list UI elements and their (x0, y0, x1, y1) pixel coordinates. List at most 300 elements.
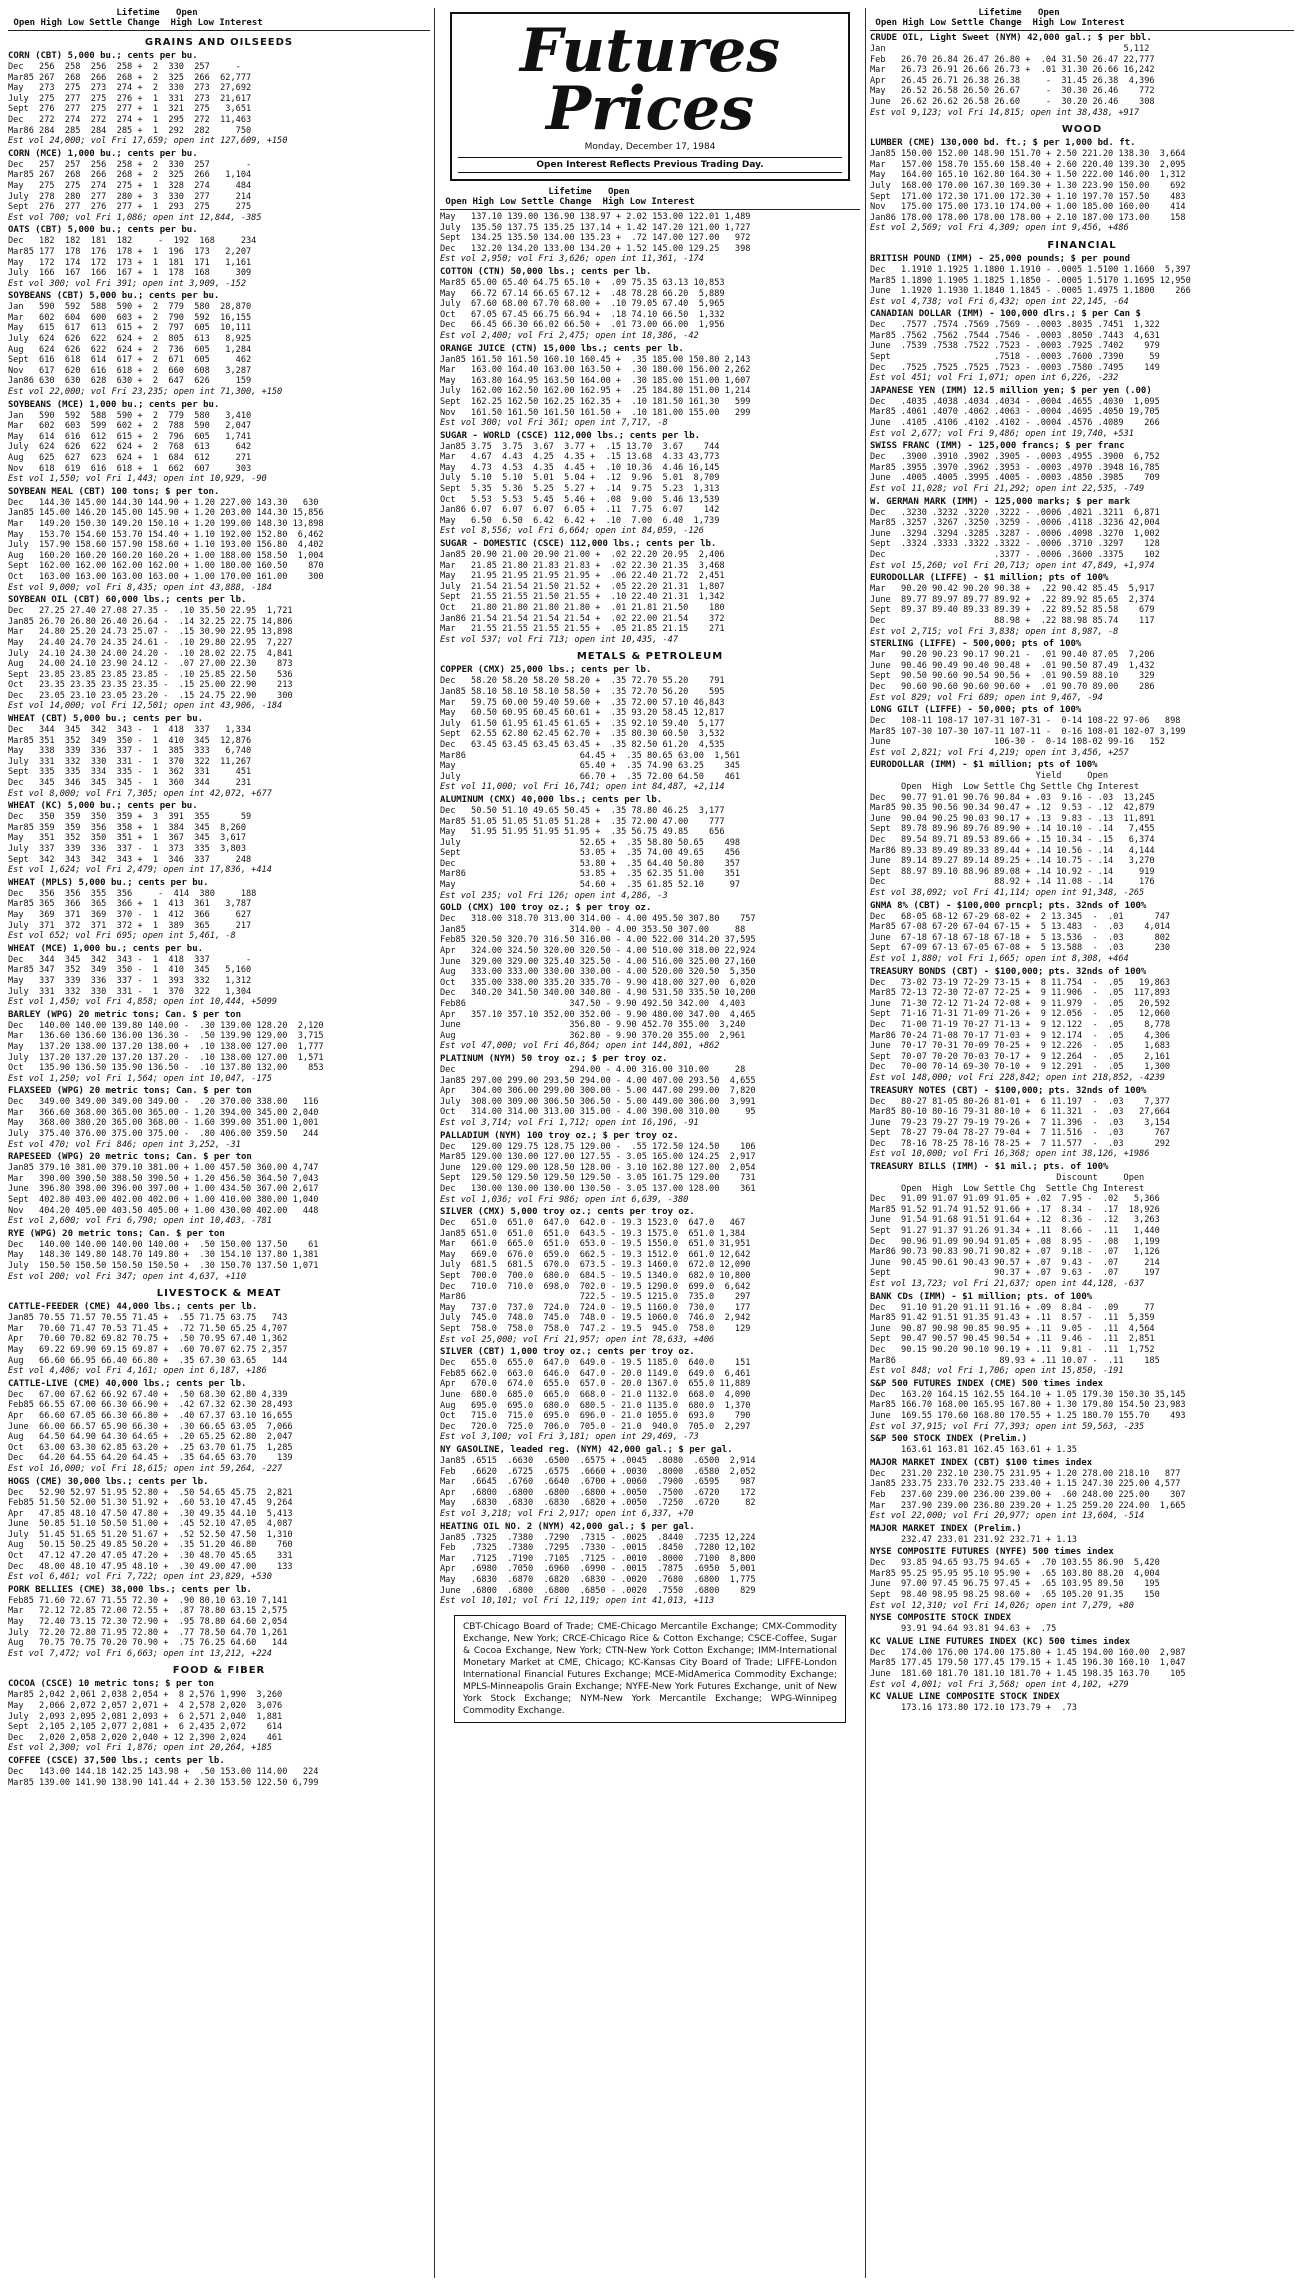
price-row: Mar 237.90 239.00 236.80 239.20 + 1.25 259.20 224.00 1,665 (870, 1500, 1186, 1511)
volume-summary: Est vol 9,000; vol Fri 8,435; open int 43,888, -184 (8, 582, 272, 593)
contract-block (440, 1522, 860, 1607)
price-row: Feb85 71.60 72.67 71.55 72.30 + .90 80.10 63.10 7,141 (8, 1595, 288, 1606)
price-row: July 275 277 275 276 + 1 331 273 21,617 (8, 93, 252, 104)
price-row: Nov 404.20 405.00 403.50 405.00 + 1.00 430.00 402.00 448 (8, 1205, 319, 1216)
volume-summary: Est vol 2,821; vol Fri 4,219; open int 3,456, +257 (870, 747, 1129, 758)
price-row: Dec 140.00 140.00 139.80 140.00 - .30 139.00 128.20 2,120 (8, 1020, 324, 1031)
contract-block (440, 267, 860, 342)
price-row: Feb85 320.50 320.70 316.50 316.00 - 4.00 522.00 314.20 37,595 (440, 935, 756, 946)
price-row: July 624 626 622 624 + 2 768 613 642 (8, 442, 252, 453)
price-row: May 273 275 273 274 + 2 330 273 27,692 (8, 83, 252, 94)
price-row: Mar85 91.42 91.51 91.35 91.43 + .11 8.57 - .11 5,359 (870, 1313, 1155, 1324)
price-row: Aug 625 627 623 624 + 1 684 612 271 (8, 453, 252, 463)
volume-summary: Est vol 14,000; vol Fri 12,501; open int 43,906, -184 (8, 701, 283, 712)
contract-title: BANK CDs (IMM) - $1 million; pts. of 100% (870, 1291, 1093, 1302)
price-row: Mar86 89.93 + .11 10.07 - .11 185 (870, 1355, 1160, 1366)
price-row: Mar 366.60 368.00 365.00 365.00 - 1.20 394.00 345.00 2,040 (8, 1107, 319, 1118)
column-rule (865, 8, 866, 2278)
contract-title: BARLEY (WPG) 20 metric tons; Can. $ per ton (8, 1009, 241, 1020)
price-row: May 65.40 + .35 74.90 63.25 345 (440, 761, 741, 772)
column-3-content (870, 33, 1294, 1714)
price-row: Sept 98.40 98.95 98.25 98.60 + .65 105.20 91.35 150 (870, 1590, 1160, 1601)
price-row: Open High Low Settle Chg Settle Chg Interest (870, 782, 1140, 793)
price-row: Dec 2,020 2,058 2,020 2,040 + 12 2,390 2,024 461 (8, 1732, 283, 1743)
volume-summary: Est vol 1,250; vol Fri 1,564; open int 10,047, -175 (8, 1073, 272, 1084)
price-row: Mar85 .7562 .7562 .7544 .7546 - .0003 .8050 .7443 4,631 (870, 330, 1160, 341)
price-row: Dec 73-02 73-19 72-29 73-15 + 8 11.754 - .05 19,863 (870, 977, 1171, 988)
price-row: Mar85 267 268 266 268 + 2 325 266 1,104 (8, 170, 252, 181)
price-row: Sept 23.85 23.85 23.85 23.85 - .10 25.85 22.50 536 (8, 669, 293, 680)
price-row: Yield Open (870, 771, 1108, 782)
volume-summary: Est vol 11,000; vol Fri 16,741; open int 84,487, +2,114 (440, 782, 725, 793)
price-row: Jan86 178.00 178.00 178.00 178.00 + 2.10 187.00 173.00 158 (870, 212, 1186, 223)
section-heading: LIVESTOCK & MEAT (156, 1288, 282, 1300)
price-row: Mar 4.67 4.43 4.25 4.35 + .15 13.68 4.33 43,773 (440, 452, 720, 463)
price-row: Feb85 662.0 663.0 646.0 647.0 - 20.0 1149.0 649.0 6,461 (440, 1368, 751, 1379)
price-row: July 5.10 5.10 5.01 5.04 + .12 9.96 5.01 8,709 (440, 473, 720, 484)
contract-title: FLAXSEED (WPG) 20 metric tons; Can. $ per ton (8, 1086, 252, 1097)
price-row: Dec 129.00 129.75 128.75 129.00 - .55 172.50 124.50 106 (440, 1141, 756, 1152)
price-row: July 681.5 681.5 670.0 673.5 - 19.3 1460.0 672.0 12,090 (440, 1260, 751, 1271)
price-row: Sept 616 618 614 617 + 2 671 605 462 (8, 355, 252, 366)
price-row: Jan85 70.55 71.57 70.55 71.45 + .55 71.75 63.75 743 (8, 1313, 288, 1324)
section-heading: GRAINS AND OILSEEDS (144, 37, 294, 48)
column-1-header: Lifetime Open Open High Low Settle Change High Low Interest (8, 8, 430, 31)
price-row: Jan 590 592 588 590 + 2 779 580 3,410 (8, 410, 252, 421)
volume-summary: Est vol 148,000; vol Fri 228,842; open int 218,852, -4239 (870, 1072, 1165, 1083)
price-row: July 51.45 51.65 51.20 51.67 + .52 52.50 47.50 1,310 (8, 1529, 293, 1540)
price-row: Dec 78-16 78-25 78-16 78-25 + 7 11.577 - .03 292 (870, 1138, 1171, 1149)
contract-block (870, 1547, 1294, 1611)
price-row: Mar85 166.70 168.00 165.95 167.80 + 1.30 179.80 154.50 23,983 (870, 1400, 1186, 1411)
price-row: Feb85 51.50 52.00 51.30 51.92 + .60 53.10 47.45 9,264 (8, 1498, 293, 1509)
price-row: Discount Open (870, 1173, 1145, 1184)
contract-title: KC VALUE LINE COMPOSITE STOCK INDEX (870, 1692, 1060, 1703)
price-row: Mar86 89.33 89.49 89.33 89.44 + .14 10.56 - .14 4,144 (870, 845, 1155, 856)
volume-summary: Est vol 1,450; vol Fri 4,858; open int 10,444, +5099 (8, 997, 278, 1008)
price-row: Dec .3377 - .0006 .3600 .3375 102 (870, 549, 1160, 560)
price-row: Mar85 267 268 266 268 + 2 325 266 62,777 (8, 72, 252, 83)
contract-title: TREASURY NOTES (CBT) - $100,000; pts. 32nds of 100% (870, 1085, 1147, 1096)
volume-summary: Est vol 2,400; vol Fri 2,475; open int 18,386, -42 (440, 330, 699, 341)
price-row: Jan85 145.00 146.20 145.00 145.90 + 1.20 203.00 144.30 15,856 (8, 508, 324, 519)
contract-title: SWISS FRANC (IMM) - 125,000 francs; $ per franc (870, 441, 1125, 452)
volume-summary: Est vol 537; vol Fri 713; open int 10,435, -47 (440, 634, 678, 645)
price-row: Dec 52.90 52.97 51.95 52.80 + .50 54.65 45.75 2,821 (8, 1487, 293, 1498)
contract-block (440, 431, 860, 537)
price-row: Mar85 80-10 80-16 79-31 80-10 + 6 11.321 - .03 27,664 (870, 1107, 1171, 1118)
price-row: Oct 63.00 63.30 62.85 63.20 + .25 63.70 61.75 1,285 (8, 1442, 293, 1453)
price-row: Mar85 65.00 65.40 64.75 65.10 + .09 75.35 63.13 10,853 (440, 277, 725, 288)
contract-block (440, 665, 860, 793)
price-row: Oct 47.12 47.20 47.05 47.20 + .30 48.70 45.65 331 (8, 1551, 293, 1562)
price-row: Jan85 150.00 152.00 148.90 151.70 + 2.50 221.20 138.30 3,664 (870, 149, 1186, 160)
section-heading: FINANCIAL (1047, 239, 1117, 251)
contract-title: CRUDE OIL, Light Sweet (NYM) 42,000 gal.; $ per bbl. (870, 33, 1152, 43)
price-row: Nov 175.00 175.00 173.10 174.00 + 1.00 185.00 160.00 414 (870, 202, 1186, 213)
price-row: June 181.60 181.70 181.10 181.70 + 1.45 198.35 163.70 105 (870, 1669, 1186, 1680)
contract-title: LUMBER (CME) 130,000 bd. ft.; $ per 1,000 bd. ft. (870, 138, 1136, 149)
price-row: May 337 339 336 337 - 1 393 332 1,312 (8, 975, 252, 986)
price-row: Dec 345 346 345 345 - 1 360 344 231 (8, 778, 252, 789)
volume-summary: Est vol 25,000; vol Fri 21,957; open int 78,633, +406 (440, 1334, 715, 1345)
price-row: May 369 371 369 370 - 1 412 366 627 (8, 909, 252, 920)
price-row: July 135.50 137.75 135.25 137.14 + 1.42 147.20 121.00 1,727 (440, 222, 751, 233)
contract-block (870, 1086, 1294, 1161)
price-row: Sept 134.25 135.50 134.00 135.23 + .72 147.00 127.00 972 (440, 233, 751, 244)
price-row: Dec 130.00 130.00 130.00 130.50 - 3.05 137.00 128.00 361 (440, 1183, 756, 1194)
section-heading: METALS & PETROLEUM (576, 651, 724, 663)
price-row: Mar 136.60 136.60 136.00 136.30 - .50 139.90 129.00 3,715 (8, 1031, 324, 1042)
price-row: Apr 304.00 306.00 299.00 300.00 - 5.00 447.00 299.00 7,820 (440, 1086, 756, 1097)
contract-title: CORN (MCE) 1,000 bu.; cents per bu. (8, 148, 198, 159)
price-row: Mar 26.73 26.91 26.66 26.73 + .01 31.30 26.66 16,242 (870, 65, 1155, 76)
volume-summary: Est vol 10,000; vol Fri 16,368; open int 38,126, +1986 (870, 1149, 1150, 1160)
volume-summary: Est vol 38,092; vol Fri 41,114; open int 91,348, -265 (870, 888, 1145, 898)
contract-title: WHEAT (CBT) 5,000 bu.; cents per bu. (8, 714, 204, 725)
contract-title: SILVER (CBT) 1,000 troy oz.; cents per troy oz. (440, 1347, 695, 1358)
price-row: Dec 710.0 710.0 698.0 702.0 - 19.5 1290.0 699.0 6,642 (440, 1281, 751, 1292)
price-row: Mar 72.12 72.85 72.00 72.55 + .87 78.80 63.15 2,575 (8, 1606, 288, 1617)
price-row: Jan85 58.10 58.10 58.10 58.50 + .35 72.70 56.20 595 (440, 686, 725, 697)
price-row: Mar85 1.1890 1.1905 1.1825 1.1850 - .0005 1.5170 1.1695 12,950 (870, 275, 1191, 286)
price-row: July 162.00 162.50 162.00 162.95 + .25 184.80 151.00 1,214 (440, 386, 751, 397)
price-row: Dec .3230 .3232 .3220 .3222 - .0006 .4021 .3211 6,871 (870, 507, 1160, 518)
contract-block (870, 386, 1294, 439)
contract-title: EURODOLLAR (LIFFE) - $1 million; pts of 100% (870, 573, 1109, 584)
contract-title: NYSE COMPOSITE FUTURES (NYFE) 500 times index (870, 1547, 1114, 1558)
price-row: Jan85 314.00 - 4.00 353.50 307.00 88 (440, 924, 746, 935)
contract-block (870, 1692, 1294, 1714)
price-row: June .7539 .7538 .7522 .7523 - .0003 .7925 .7402 979 (870, 341, 1160, 352)
price-row: Mar 90.20 90.42 90.20 90.38 + .22 90.42 85.45 5,917 (870, 584, 1155, 595)
price-row: July 61.50 61.95 61.45 61.65 + .35 92.10 59.40 5,177 (440, 718, 725, 729)
price-row: Jan86 21.54 21.54 21.54 21.54 + .02 22.00 21.54 372 (440, 613, 725, 624)
price-row: Mar85 177 178 176 178 + 1 196 173 2,207 (8, 246, 252, 257)
price-row: Nov 161.50 161.50 161.50 161.50 + .10 181.00 155.00 299 (440, 407, 751, 418)
price-row: Dec 350 359 350 359 + 3 391 355 59 (8, 812, 252, 823)
contract-block (8, 149, 430, 224)
contract-block (870, 967, 1294, 1084)
masthead-box (450, 12, 850, 181)
price-row: Dec 163.20 164.15 162.55 164.10 + 1.05 179.30 150.30 35,145 (870, 1389, 1186, 1400)
price-row: Sept 700.0 700.0 680.0 684.5 - 19.5 1340.0 682.0 10,800 (440, 1271, 751, 1282)
price-row: July 24.10 24.30 24.00 24.20 - .10 28.02 22.75 4,841 (8, 648, 293, 659)
price-row: Dec .7525 .7525 .7525 .7523 - .0003 .7580 .7495 149 (870, 362, 1160, 373)
price-row: Apr 670.0 674.0 655.0 657.0 - 20.0 1367.0 655.0 11,889 (440, 1379, 751, 1390)
price-row: Oct 163.00 163.00 163.00 163.00 + 1.00 170.00 161.00 300 (8, 571, 324, 582)
price-row: Mar85 90.35 90.56 90.34 90.47 + .12 9.53 - .12 42,879 (870, 803, 1155, 814)
price-row: Dec 68-05 68-12 67-29 68-02 + 2 13.345 - .01 747 (870, 911, 1171, 922)
price-row: Sept 71-16 71-31 71-09 71-26 + 9 12.056 - .05 12,060 (870, 1009, 1171, 1020)
price-row: Sept 90.50 90.60 90.54 90.56 + .01 90.59 88.10 329 (870, 671, 1155, 682)
price-row: June 1.1920 1.1930 1.1840 1.1845 - .0005 1.4975 1.1800 266 (870, 286, 1191, 297)
price-row: June 67-18 67-18 67-18 67-18 + 5 13.536 - .03 802 (870, 932, 1171, 943)
price-row: Mar86 90.73 90.83 90.71 90.82 + .07 9.18 - .07 1,126 (870, 1247, 1160, 1258)
contract-title: GOLD (CMX) 100 troy oz.; $ per troy oz. (440, 903, 652, 914)
price-row: June 97.00 97.45 96.75 97.45 + .65 103.95 89.50 195 (870, 1579, 1160, 1590)
price-row: Sept 276 277 276 277 + 1 293 275 275 (8, 202, 252, 213)
section-heading: WOOD (1061, 124, 1103, 136)
price-row: Dec 651.0 651.0 647.0 642.0 - 19.3 1523.0 647.0 467 (440, 1218, 746, 1229)
price-row: July 331 332 330 331 - 1 370 322 1,304 (8, 986, 252, 997)
price-row: Mar86 53.85 + .35 62.35 51.00 351 (440, 869, 741, 880)
price-row: Mar85 359 359 356 358 + 1 384 345 8,260 (8, 822, 246, 833)
contract-block (8, 878, 430, 942)
price-row: Feb 26.70 26.84 26.47 26.80 + .04 31.50 26.47 22,777 (870, 54, 1155, 65)
contract-block (870, 138, 1294, 234)
price-row: June 329.00 329.00 325.40 325.50 - 4.00 516.00 325.00 27,160 (440, 956, 756, 967)
price-row: Dec 257 257 256 258 + 2 330 257 - (8, 159, 252, 170)
contract-title: CATTLE-FEEDER (CME) 44,000 lbs.; cents per lb. (8, 1302, 258, 1313)
price-row: Aug 695.0 695.0 680.0 680.5 - 21.0 1135.0 680.0 1,370 (440, 1400, 751, 1411)
price-row: June .4105 .4106 .4102 .4102 - .0004 .4576 .4089 266 (870, 418, 1160, 429)
volume-summary: Est vol 8,556; vol Fri 6,664; open int 84,059, -126 (440, 526, 704, 537)
contract-block (8, 400, 430, 485)
price-row: Sept 171.00 172.30 171.00 172.30 + 1.10 197.70 157.50 483 (870, 191, 1186, 202)
contract-block (440, 903, 860, 1052)
price-row: May 615 617 613 615 + 2 797 605 10,111 (8, 323, 252, 334)
contract-title: NY GASOLINE, leaded reg. (NYM) 42,000 gal.; $ per gal. (440, 1444, 733, 1455)
contract-title: COCOA (CSCE) 10 metric tons; $ per ton (8, 1679, 214, 1690)
price-row: July 308.00 309.00 306.50 306.50 - 5.00 449.00 306.00 3,991 (440, 1096, 756, 1107)
price-row: July 66.70 + .35 72.00 64.50 461 (440, 771, 741, 782)
contract-block (8, 291, 430, 397)
contract-title: W. GERMAN MARK (IMM) - 125,000 marks; $ per mark (870, 496, 1131, 507)
price-row: June 66.00 66.57 65.90 66.30 + .30 66.65 63.05 7,066 (8, 1421, 293, 1432)
volume-summary: Est vol 12,310; vol Fri 14,026; open int 7,279, +80 (870, 1600, 1134, 1611)
contract-block (440, 1347, 860, 1443)
price-row: May 338 339 336 337 - 1 385 333 6,740 (8, 746, 252, 757)
price-row: Dec 655.0 655.0 647.0 649.0 - 19.5 1185.0 640.0 151 (440, 1358, 751, 1369)
contract-title: PALLADIUM (NYM) 100 troy oz.; $ per troy oz. (440, 1130, 679, 1141)
volume-summary: Est vol 15,260; vol Fri 20,713; open int 47,849, +1,974 (870, 560, 1155, 571)
price-row: May 275 275 274 275 + 1 328 274 484 (8, 180, 252, 191)
dateline: Monday, December 17, 1984 (584, 142, 716, 152)
contract-block (440, 795, 860, 901)
price-row: Sept 91.27 91.37 91.26 91.34 + .11 8.66 - .11 1,440 (870, 1226, 1160, 1237)
contract-title: SOYBEAN MEAL (CBT) 100 tons; $ per ton. (8, 486, 220, 497)
price-row: May 148.30 149.80 148.70 149.80 + .30 154.10 137.80 1,381 (8, 1250, 319, 1261)
price-row: Dec 70-00 70-14 69-30 70-10 + 9 12.291 - .05 1,300 (870, 1062, 1171, 1073)
volume-summary: Est vol 470; vol Fri 846; open int 3,252, -31 (8, 1139, 241, 1150)
contract-block (8, 1379, 430, 1475)
price-row: May 153.70 154.60 153.70 154.40 + 1.10 192.00 152.80 6,462 (8, 529, 324, 540)
volume-summary: Est vol 2,300; vol Fri 1,876; open int 20,264, +185 (8, 1743, 272, 1754)
price-row: Dec 144.30 145.00 144.30 144.90 + 1.20 227.00 143.30 630 (8, 497, 319, 508)
contract-block (8, 714, 430, 799)
price-row: July 331 332 330 331 - 1 370 322 11,267 (8, 756, 252, 767)
price-row: Dec 90.15 90.20 90.10 90.19 + .11 9.81 - .11 1,752 (870, 1344, 1155, 1355)
price-row: Jan 5,112 (870, 44, 1150, 54)
contract-title: SOYBEANS (CBT) 5,000 bu.; cents per bu. (8, 291, 220, 302)
price-row: Aug 66.60 66.95 66.40 66.80 + .35 67.30 63.65 144 (8, 1355, 288, 1366)
price-row: Sept 342 343 342 343 + 1 346 337 248 (8, 854, 252, 865)
price-row: Dec .7577 .7574 .7569 .7569 - .0003 .8035 .7451 1,322 (870, 320, 1160, 331)
price-row: May 137.10 139.00 136.90 138.97 + 2.02 153.00 122.01 1,489 (440, 212, 751, 222)
price-row: Mar 661.0 665.0 651.0 653.0 - 19.5 1550.0 651.0 31,951 (440, 1239, 751, 1250)
contract-block (870, 1637, 1294, 1690)
price-row: Apr 47.85 48.10 47.50 47.80 + .30 49.35 44.10 5,413 (8, 1508, 293, 1519)
headline-futures: Futures (519, 16, 781, 86)
price-row: Nov 617 620 616 618 + 2 660 608 3,287 (8, 365, 252, 376)
contract-block (8, 1086, 430, 1150)
price-row: Dec 64.20 64.55 64.20 64.45 + .35 64.65 63.70 139 (8, 1453, 293, 1464)
price-row: Apr 324.00 324.50 320.00 320.50 - 4.00 510.00 318.00 22,924 (440, 946, 756, 957)
volume-summary: Est vol 2,950; vol Fri 3,626; open int 11,361, -174 (440, 254, 704, 265)
contract-block (440, 212, 860, 265)
volume-summary: Est vol 37,915; vol Fri 77,393; open int 59,563, -235 (870, 1421, 1145, 1432)
price-row: Aug 624 626 622 624 + 2 736 605 1,284 (8, 344, 252, 355)
price-row: Mar85 51.05 51.05 51.05 51.28 + .35 72.00 47.00 777 (440, 816, 725, 827)
price-row: Dec 1.1910 1.1925 1.1800 1.1910 - .0005 1.5100 1.1660 5,397 (870, 264, 1191, 275)
price-row: Sept 88.97 89.10 88.96 89.08 + .14 10.92 - .14 919 (870, 866, 1155, 877)
contract-block (870, 1379, 1294, 1432)
price-row: Mar 602 603 599 602 + 2 788 590 2,047 (8, 421, 252, 432)
volume-summary: Est vol 200; vol Fri 347; open int 4,637, +110 (8, 1271, 246, 1282)
price-row: May 54.60 + .35 61.85 52.10 97 (440, 880, 741, 891)
column-1 (8, 8, 430, 1790)
price-row: May 26.52 26.58 26.50 26.67 - 30.30 26.46 772 (870, 86, 1155, 97)
price-row: May 60.50 60.95 60.45 60.61 + .35 93.20 58.45 12,817 (440, 708, 725, 719)
price-row: Dec 90.60 90.60 90.60 90.60 + .01 90.70 89.00 286 (870, 681, 1155, 692)
price-row: June 106-30 - 0-14 108-02 99-16 152 (870, 737, 1165, 748)
contract-block (8, 1302, 430, 1377)
price-row: Dec 53.80 + .35 64.40 50.80 357 (440, 858, 741, 869)
price-row: May 368.00 380.20 365.00 368.00 - 1.60 399.00 351.00 1,001 (8, 1118, 319, 1129)
price-row: Mar 390.00 390.50 388.50 390.50 + 1.20 456.50 364.50 7,043 (8, 1173, 319, 1184)
contract-block (8, 1756, 430, 1788)
price-row: Sept 89.37 89.40 89.33 89.39 + .22 89.52 85.58 679 (870, 605, 1155, 616)
contract-title: PLATINUM (NYM) 50 troy oz.; $ per troy oz. (440, 1053, 668, 1064)
contract-title: CANADIAN DOLLAR (IMM) - 100,000 dlrs.; $ per Can $ (870, 309, 1141, 320)
price-row: Mar 149.20 150.30 149.20 150.10 + 1.20 199.00 148.30 13,898 (8, 518, 324, 529)
price-row: Feb .6620 .6725 .6575 .6660 + .0030 .8000 .6580 2,052 (440, 1466, 756, 1477)
contract-block (8, 1679, 430, 1754)
contract-title: GNMA 8% (CBT) - $100,000 prncpl; pts. 32nds of 100% (870, 900, 1147, 911)
price-row: May 72.40 73.15 72.30 72.90 + .95 78.80 64.60 2,054 (8, 1617, 288, 1628)
price-row: Dec 356 356 355 356 - 414 380 188 (8, 888, 257, 899)
volume-summary: Est vol 1,036; vol Fri 986; open int 6,639, -380 (440, 1194, 689, 1205)
contract-block (440, 1131, 860, 1206)
price-row: May 4.73 4.53 4.35 4.45 + .10 10.36 4.46 16,145 (440, 462, 720, 473)
price-row: Apr 66.60 67.05 66.30 66.80 + .40 67.37 63.10 16,655 (8, 1410, 293, 1421)
price-row: July 150.50 150.50 150.50 150.50 + .30 150.70 137.50 1,071 (8, 1261, 319, 1271)
price-row: Dec 720.0 725.0 706.0 705.0 - 21.0 940.0 705.0 2,297 (440, 1421, 751, 1432)
contract-block (8, 1152, 430, 1227)
contract-block (870, 1458, 1294, 1522)
price-row: Sept 53.05 + .35 74.00 49.65 456 (440, 848, 741, 859)
price-row: Mar 70.60 71.47 70.53 71.45 + .72 71.50 65.25 4,707 (8, 1323, 288, 1334)
price-row: Mar85 72-13 72-30 72-07 72-25 + 9 11.906 - .05 117,893 (870, 988, 1171, 999)
price-row: Sept 78-27 79-04 78-27 79-04 + 7 11.516 - .03 767 (870, 1128, 1171, 1139)
price-row: May 172 174 172 173 + 1 181 171 1,161 (8, 257, 252, 268)
volume-summary: Est vol 1,880; vol Fri 1,665; open int 8,308, +464 (870, 953, 1129, 964)
price-row: Sept 162.00 162.00 162.00 162.00 + 1.00 180.00 160.50 870 (8, 561, 324, 572)
price-row: Dec 231.20 232.10 230.75 231.95 + 1.20 278.00 218.10 877 (870, 1468, 1181, 1479)
price-row: Mar85 .3257 .3267 .3250 .3259 - .0006 .4118 .3236 42,004 (870, 518, 1160, 529)
price-row: Jan85 .7325 .7380 .7290 .7315 - .0025 .8440 .7235 12,224 (440, 1532, 756, 1543)
price-row: Mar85 107-30 107-30 107-11 107-11 - 0-16 108-01 102-07 3,199 (870, 726, 1186, 737)
price-row: July 337 339 336 337 - 1 373 335 3,803 (8, 844, 246, 854)
price-row: Dec 318.00 318.70 313.00 314.00 - 4.00 495.50 307.80 757 (440, 914, 756, 925)
contract-title: SOYBEAN OIL (CBT) 60,000 lbs.; cents per lb. (8, 595, 247, 606)
volume-summary: Est vol 1,624; vol Fri 2,479; open int 17,836, +414 (8, 865, 272, 876)
volume-summary: Est vol 11,028; vol Fri 21,292; open int 22,535, -749 (870, 484, 1145, 494)
volume-summary: Est vol 848; vol Fri 1,706; open int 15,850, -191 (870, 1366, 1124, 1377)
price-row: Oct 715.0 715.0 695.0 696.0 - 21.0 1055.0 693.0 790 (440, 1411, 751, 1422)
price-row: Oct 67.05 67.45 66.75 66.94 + .18 74.10 66.50 1,332 (440, 309, 725, 320)
price-row: June 90.45 90.61 90.43 90.57 + .07 9.43 - .07 214 (870, 1257, 1160, 1268)
price-row: July 371 372 371 372 + 1 389 365 217 (8, 920, 252, 931)
price-row: Open High Low Settle Chg Settle Chg Interest (870, 1183, 1145, 1194)
price-row: Mar 59.75 60.00 59.40 59.60 + .35 72.00 57.10 46,843 (440, 697, 725, 708)
price-row: June 169.55 170.60 168.80 170.55 + 1.25 180.70 155.70 493 (870, 1410, 1186, 1421)
price-row: Jan85 26.70 26.80 26.40 26.64 - .14 32.25 22.75 14,806 (8, 616, 293, 627)
contract-block (440, 1207, 860, 1345)
price-row: Dec 27.25 27.40 27.08 27.35 - .10 35.50 22.95 1,721 (8, 606, 293, 617)
column-2-content (440, 212, 860, 1607)
price-row: May 163.80 164.95 163.50 164.00 + .30 185.00 151.00 1,607 (440, 375, 751, 386)
price-row: Sept .7518 - .0003 .7600 .7390 59 (870, 352, 1160, 363)
price-row: Mar85 139.00 141.90 138.90 141.44 + 2.30 153.50 122.50 6,799 (8, 1777, 319, 1788)
price-row: Mar .6645 .6760 .6640 .6700 + .0060 .7900 .6595 987 (440, 1477, 756, 1488)
price-row: 173.16 173.80 172.10 173.79 + .73 (870, 1703, 1077, 1714)
column-rule (434, 8, 435, 2278)
price-row: Dec 67.00 67.62 66.92 67.40 + .50 68.30 62.80 4,339 (8, 1389, 288, 1400)
price-row: Aug 362.80 - 9.90 370.20 355.00 2,961 (440, 1030, 746, 1041)
price-row: July 72.20 72.80 71.95 72.80 + .77 78.50 64.70 1,261 (8, 1627, 288, 1638)
price-row: 93.91 94.64 93.81 94.63 + .75 (870, 1624, 1057, 1635)
price-row: Mar85 .3955 .3970 .3962 .3953 - .0003 .4970 .3948 16,785 (870, 462, 1160, 473)
contract-title: COFFEE (CSCE) 37,500 lbs.; cents per lb. (8, 1755, 225, 1766)
price-row: Sept .3324 .3333 .3322 .3322 - .0006 .3710 .3297 128 (870, 539, 1160, 550)
contract-block (8, 1477, 430, 1583)
price-row: Sept 70-07 70-20 70-03 70-17 + 9 12.264 - .05 2,161 (870, 1051, 1171, 1062)
price-row: June 26.62 26.62 26.58 26.60 - 30.20 26.46 308 (870, 96, 1155, 107)
price-row: May .6830 .6870 .6820 .6830 - .0020 .7680 .6800 1,775 (440, 1574, 756, 1585)
price-row: July 745.0 748.0 745.0 748.0 - 19.5 1060.0 746.0 2,942 (440, 1313, 751, 1324)
price-row: June 91.54 91.68 91.51 91.64 + .12 8.36 - .12 3,263 (870, 1215, 1160, 1226)
volume-summary: Est vol 4,738; vol Fri 6,432; open int 22,145, -64 (870, 296, 1129, 307)
contract-block (870, 497, 1294, 572)
price-row: Dec 344 345 342 343 - 1 418 337 1,334 (8, 725, 252, 736)
price-row: Dec 90.96 91.09 90.94 91.05 + .08 8.95 - .08 1,199 (870, 1236, 1160, 1247)
contract-block (8, 1229, 430, 1282)
volume-summary: Est vol 7,472; vol Fri 6,663; open int 13,212, +224 (8, 1648, 272, 1659)
contract-block (870, 705, 1294, 758)
price-row: Dec 88.98 + .22 88.98 85.74 117 (870, 615, 1155, 626)
contract-title: S&P 500 STOCK INDEX (Prelim.) (870, 1434, 1028, 1445)
contract-title: COTTON (CTN) 50,000 lbs.; cents per lb. (440, 266, 652, 277)
price-row: Dec .4035 .4038 .4034 .4034 - .0004 .4655 .4030 1,095 (870, 396, 1160, 407)
volume-summary: Est vol 2,600; vol Fri 6,790; open int 10,403, -781 (8, 1216, 272, 1227)
price-row: July 278 280 277 280 + 3 330 277 214 (8, 191, 252, 202)
column-3-header: Lifetime Open Open High Low Settle Change High Low Interest (870, 8, 1294, 31)
price-row: July 2,093 2,095 2,081 2,093 + 6 2,571 2,040 1,881 (8, 1711, 283, 1722)
contract-block (440, 1054, 860, 1129)
volume-summary: Est vol 13,723; vol Fri 21,637; open int 44,128, -637 (870, 1279, 1145, 1289)
price-row: July 166 167 166 167 + 1 178 168 309 (8, 268, 252, 279)
contract-title: WHEAT (KC) 5,000 bu.; cents per bu. (8, 801, 198, 812)
price-row: Mar 21.85 21.80 21.83 21.83 + .02 22.30 21.35 3,468 (440, 560, 725, 571)
price-row: Mar 21.55 21.55 21.55 21.55 + .05 21.85 21.15 271 (440, 624, 725, 635)
contract-title: MAJOR MARKET INDEX (CBT) $100 times index (870, 1457, 1093, 1468)
price-row: Jan 590 592 588 590 + 2 779 580 28,870 (8, 302, 252, 313)
price-row: Aug 333.00 333.00 330.00 330.00 - 4.00 520.00 320.50 5,350 (440, 967, 756, 978)
newspaper-page (8, 8, 1294, 2278)
price-row: May 51.95 51.95 51.95 51.95 + .35 56.75 49.85 656 (440, 827, 725, 838)
